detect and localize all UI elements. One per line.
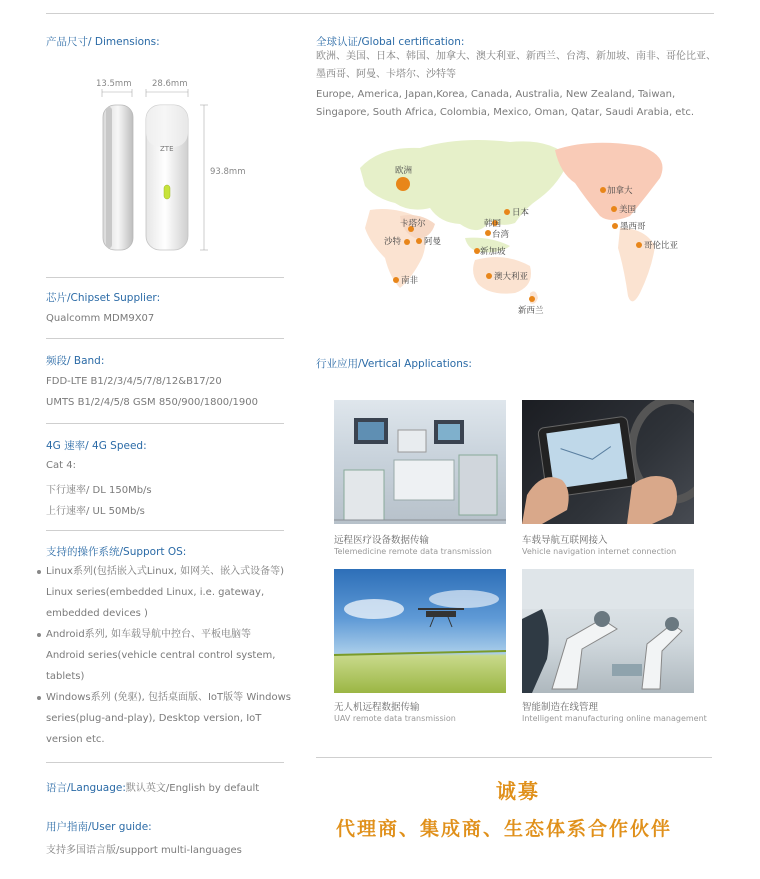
speed-line-2: 下行速率/ DL 150Mb/s bbox=[46, 485, 152, 496]
certification-cn: 欧洲、美国、日本、韩国、加拿大、澳大利亚、新西兰、台湾、新加坡、南非、哥伦比亚、墨西哥、阿曼、卡塔尔、沙特等 bbox=[316, 51, 716, 80]
guide-value: 支持多国语言版/support multi-languages bbox=[46, 845, 242, 856]
map-dot-colombia bbox=[636, 242, 642, 248]
device-illustration bbox=[90, 75, 260, 255]
divider bbox=[46, 338, 284, 339]
map-label-saudi: 沙特 bbox=[384, 237, 402, 247]
device-brand: ZTE bbox=[160, 145, 174, 153]
band-line-1: FDD-LTE B1/2/3/4/5/7/8/12&B17/20 bbox=[46, 376, 222, 387]
map-label-taiwan: 台湾 bbox=[492, 230, 510, 240]
map-dot-europe bbox=[396, 177, 410, 191]
map-dot-south-africa bbox=[393, 277, 399, 283]
app-caption-en: Vehicle navigation internet connection bbox=[522, 547, 677, 556]
divider bbox=[316, 757, 712, 758]
applications-title: 行业应用/Vertical Applications: bbox=[316, 358, 472, 370]
map-dot-new-zealand bbox=[529, 296, 535, 302]
map-label-qatar: 卡塔尔 bbox=[400, 219, 426, 229]
bullet bbox=[37, 570, 41, 574]
os-item-linux: Linux系列(包括嵌入式Linux, 如网关、嵌入式设备等) Linux series(embedded Linux, i.e. gateway, embedded devices ) bbox=[46, 566, 285, 619]
app-caption-cn: 远程医疗设备数据传输 bbox=[334, 535, 430, 546]
divider bbox=[46, 530, 284, 531]
map-dot-oman bbox=[416, 238, 422, 244]
world-map bbox=[340, 128, 720, 328]
divider bbox=[46, 423, 284, 424]
front-width-label: 28.6mm bbox=[152, 79, 188, 89]
map-label-colombia: 哥伦比亚 bbox=[644, 241, 679, 251]
map-label-korea: 韩国 bbox=[484, 219, 502, 229]
app-caption-cn: 无人机远程数据传输 bbox=[334, 702, 420, 713]
map-dot-taiwan bbox=[485, 230, 491, 236]
os-item-android: Android系列, 如车载导航中控台、平板电脑等 Android series(vehicle central control system, tablets) bbox=[46, 629, 276, 682]
certification-en: Europe, America, Japan,Korea, Canada, Australia, New Zealand, Taiwan, Singapore, South Africa, Colombia, Mexico, Oman, Qatar, Saudi Arabia, etc. bbox=[316, 89, 695, 118]
speed-line-3: 上行速率/ UL 50Mb/s bbox=[46, 506, 145, 517]
photo-uav bbox=[334, 569, 506, 693]
divider bbox=[46, 762, 284, 763]
chipset-value: Qualcomm MDM9X07 bbox=[46, 313, 155, 324]
os-title: 支持的操作系统/Support OS: bbox=[46, 546, 187, 558]
map-label-usa: 美国 bbox=[619, 205, 637, 215]
guide-title: 用户指南/User guide: bbox=[46, 821, 152, 833]
map-label-europe: 欧洲 bbox=[395, 166, 413, 176]
promo-headline: 诚募 bbox=[496, 779, 540, 803]
band-line-2: UMTS B1/2/4/5/8 GSM 850/900/1800/1900 bbox=[46, 397, 258, 408]
map-label-south-africa: 南非 bbox=[401, 276, 419, 286]
language-value: 默认英文/English by default bbox=[125, 783, 260, 794]
promo-partners: 代理商、集成商、生态体系合作伙伴 bbox=[336, 818, 673, 840]
map-label-singapore: 新加坡 bbox=[480, 247, 506, 257]
photo-smart-manufacturing bbox=[522, 569, 694, 693]
map-dot-usa bbox=[611, 206, 617, 212]
device-svg bbox=[90, 75, 260, 255]
side-width-label: 13.5mm bbox=[96, 79, 132, 89]
app-caption-en: UAV remote data transmission bbox=[334, 714, 456, 723]
bullet bbox=[37, 633, 41, 637]
photo-telemedicine bbox=[334, 400, 506, 524]
language-row bbox=[46, 776, 259, 795]
map-label-canada: 加拿大 bbox=[607, 186, 633, 196]
map-dot-saudi bbox=[404, 239, 410, 245]
dimensions-title: 产品尺寸/ Dimensions: bbox=[46, 36, 160, 48]
language-title: 语言/Language: bbox=[46, 782, 126, 794]
map-dot-australia bbox=[486, 273, 492, 279]
os-item-windows: Windows系列 (免驱), 包括桌面版、IoT版等 Windows series(plug-and-play), Desktop version, IoT version etc. bbox=[46, 692, 291, 745]
chipset-title: 芯片/Chipset Supplier: bbox=[46, 292, 161, 304]
map-label-new-zealand: 新西兰 bbox=[518, 306, 544, 316]
map-label-japan: 日本 bbox=[512, 208, 530, 218]
app-caption-en: Telemedicine remote data transmission bbox=[334, 547, 492, 556]
map-label-australia: 澳大利亚 bbox=[494, 272, 529, 282]
speed-title: 4G 速率/ 4G Speed: bbox=[46, 440, 147, 452]
app-caption-en: Intelligent manufacturing online management bbox=[522, 714, 707, 723]
photo-vehicle-navigation bbox=[522, 400, 694, 524]
band-title: 频段/ Band: bbox=[46, 355, 105, 367]
map-dot-mexico bbox=[612, 223, 618, 229]
certification-title: 全球认证/Global certification: bbox=[316, 36, 465, 48]
divider bbox=[46, 277, 284, 278]
map-dot-japan bbox=[504, 209, 510, 215]
map-label-mexico: 墨西哥 bbox=[620, 222, 646, 232]
top-divider bbox=[46, 13, 714, 14]
map-label-oman: 阿曼 bbox=[424, 237, 442, 247]
map-dot-canada bbox=[600, 187, 606, 193]
bullet bbox=[37, 696, 41, 700]
height-label: 93.8mm bbox=[210, 167, 246, 177]
app-caption-cn: 智能制造在线管理 bbox=[522, 702, 599, 713]
speed-line-1: Cat 4: bbox=[46, 460, 76, 471]
app-caption-cn: 车载导航互联网接入 bbox=[522, 535, 608, 546]
